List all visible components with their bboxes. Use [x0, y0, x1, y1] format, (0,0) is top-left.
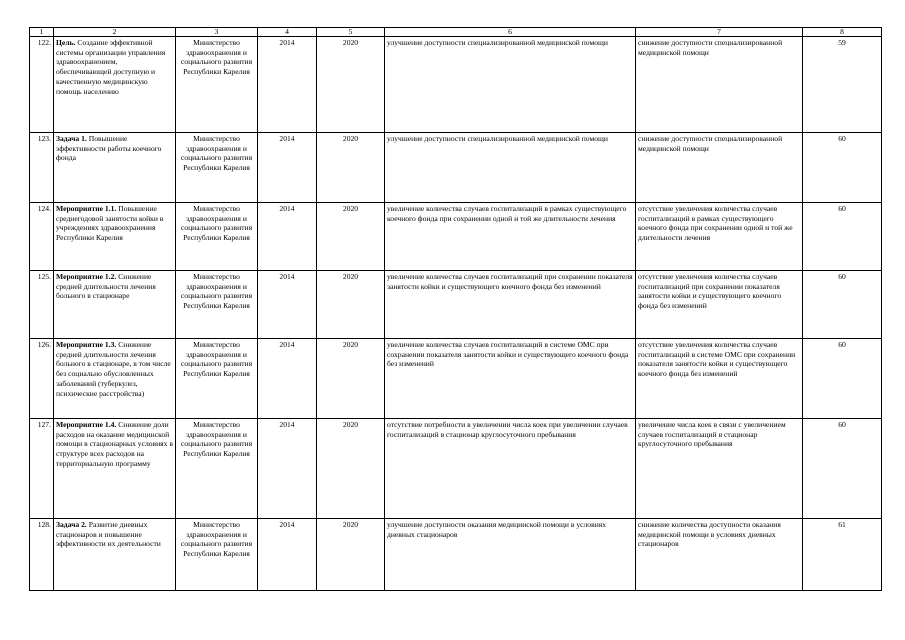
- row-end-year: 2020: [317, 271, 385, 339]
- header-cell: 8: [803, 28, 882, 37]
- row-text: Снижение доли расходов на оказание медицинской помощи в стационарных условиях в структуре всех расходов на территориальную программу: [56, 420, 173, 468]
- table-row: [30, 133, 882, 203]
- row-executor: Министерство здравоохранения и социального развития Республики Карелия: [176, 419, 258, 519]
- table-row: [30, 203, 882, 271]
- row-start-year: 2014: [258, 133, 317, 203]
- row-result: улучшение доступности специализированной медицинской помощи: [385, 133, 636, 203]
- row-ref: 60: [803, 339, 882, 419]
- row-number: 127.: [30, 419, 54, 519]
- row-consequence: отсутствие увеличения количества случаев госпитализаций в рамках существующего коечного фонда при сохранении одной и той же длительности лечения: [636, 203, 803, 271]
- row-result: улучшение доступности специализированной медицинской помощи: [385, 37, 636, 133]
- header-cell: 4: [258, 28, 317, 37]
- row-executor: Министерство здравоохранения и социального развития Республики Карелия: [176, 519, 258, 591]
- row-title: [54, 419, 176, 519]
- row-executor: Министерство здравоохранения и социального развития Республики Карелия: [176, 271, 258, 339]
- row-text: Повышение среднегодовой занятости койки в учреждениях здравоохранения Республики Карелия: [56, 204, 164, 243]
- row-start-year: 2014: [258, 419, 317, 519]
- row-consequence: снижение доступности специализированной медицинской помощи: [636, 37, 803, 133]
- row-text: Снижение средней длительности лечения больного в стационаре, в том числе без социально обусловленных заболеваний (туберкулез, психические расстройства): [56, 340, 171, 398]
- table-row: [30, 37, 882, 133]
- row-executor: Министерство здравоохранения и социального развития Республики Карелия: [176, 339, 258, 419]
- row-label: Мероприятие 1.3.: [56, 340, 117, 349]
- row-consequence: снижение количества доступности оказания медицинской помощи в условиях дневных стационаров: [636, 519, 803, 591]
- header-cell: 3: [176, 28, 258, 37]
- row-number: 123.: [30, 133, 54, 203]
- row-label: Задача 1.: [56, 134, 87, 143]
- row-number: 124.: [30, 203, 54, 271]
- row-label: Цель.: [56, 38, 76, 47]
- header-cell: 6: [385, 28, 636, 37]
- header-cell: 2: [54, 28, 176, 37]
- row-result: улучшение доступности оказания медицинской помощи в условиях дневных стационаров: [385, 519, 636, 591]
- row-end-year: 2020: [317, 203, 385, 271]
- row-end-year: 2020: [317, 133, 385, 203]
- row-start-year: 2014: [258, 339, 317, 419]
- row-number: 126.: [30, 339, 54, 419]
- table-row: [30, 271, 882, 339]
- header-cell: 5: [317, 28, 385, 37]
- row-consequence: снижение доступности специализированной медицинской помощи: [636, 133, 803, 203]
- row-consequence: отсутствие увеличения количества случаев госпитализаций при сохранении показателя занятости койки и существующего коечного фонда без изменений: [636, 271, 803, 339]
- row-label: Мероприятие 1.4.: [56, 420, 117, 429]
- row-ref: 60: [803, 133, 882, 203]
- program-table: [29, 27, 882, 591]
- row-text: Развитие дневных стационаров и повышение эффективности их деятельности: [56, 520, 161, 549]
- row-executor: Министерство здравоохранения и социального развития Республики Карелия: [176, 203, 258, 271]
- row-result: увеличение количества случаев госпитализаций при сохранении показателя занятости койки и существующего коечного фонда без изменений: [385, 271, 636, 339]
- row-end-year: 2020: [317, 519, 385, 591]
- table-header-row: [30, 28, 882, 37]
- row-end-year: 2020: [317, 339, 385, 419]
- row-end-year: 2020: [317, 37, 385, 133]
- row-result: увеличение количества случаев госпитализаций в рамках существующего коечного фонда при сохранении одной и той же длительности лечения: [385, 203, 636, 271]
- row-title: [54, 37, 176, 133]
- row-ref: 60: [803, 271, 882, 339]
- row-ref: 60: [803, 419, 882, 519]
- row-title: [54, 519, 176, 591]
- row-consequence: отсутствие увеличения количества случаев госпитализаций в системе ОМС при сохранении показателя занятости койки и существующего коечного фонда без изменений: [636, 339, 803, 419]
- row-start-year: 2014: [258, 519, 317, 591]
- row-start-year: 2014: [258, 203, 317, 271]
- row-title: [54, 133, 176, 203]
- row-title: [54, 339, 176, 419]
- row-end-year: 2020: [317, 419, 385, 519]
- row-start-year: 2014: [258, 271, 317, 339]
- row-label: Задача 2.: [56, 520, 87, 529]
- row-number: 128.: [30, 519, 54, 591]
- row-text: Создание эффективной системы организации управления здравоохранением, обеспечивающей доступную и качественную медицинскую помощь населению: [56, 38, 166, 96]
- row-result: увеличение количества случаев госпитализаций в системе ОМС при сохранении показателя занятости койки и существующего коечного фонда без изменений: [385, 339, 636, 419]
- row-text: Снижение средней длительности лечения больного в стационаре: [56, 272, 156, 301]
- row-ref: 60: [803, 203, 882, 271]
- row-start-year: 2014: [258, 37, 317, 133]
- table-row: [30, 419, 882, 519]
- row-result: отсутствие потребности в увеличении числа коек при увеличении случаев госпитализаций в стационар круглосуточного пребывания: [385, 419, 636, 519]
- header-cell: 7: [636, 28, 803, 37]
- row-ref: 61: [803, 519, 882, 591]
- row-ref: 59: [803, 37, 882, 133]
- row-executor: Министерство здравоохранения и социального развития Республики Карелия: [176, 133, 258, 203]
- row-text: Повышение эффективности работы коечного фонда: [56, 134, 162, 163]
- row-number: 125.: [30, 271, 54, 339]
- row-label: Мероприятие 1.1.: [56, 204, 117, 213]
- row-label: Мероприятие 1.2.: [56, 272, 117, 281]
- header-cell: 1: [30, 28, 54, 37]
- row-title: [54, 271, 176, 339]
- row-executor: Министерство здравоохранения и социального развития Республики Карелия: [176, 37, 258, 133]
- row-number: 122.: [30, 37, 54, 133]
- table-row: [30, 519, 882, 591]
- row-title: [54, 203, 176, 271]
- table-row: [30, 339, 882, 419]
- row-consequence: увеличение числа коек в связи с увеличением случаев госпитализаций в стационар круглосуточного пребывания: [636, 419, 803, 519]
